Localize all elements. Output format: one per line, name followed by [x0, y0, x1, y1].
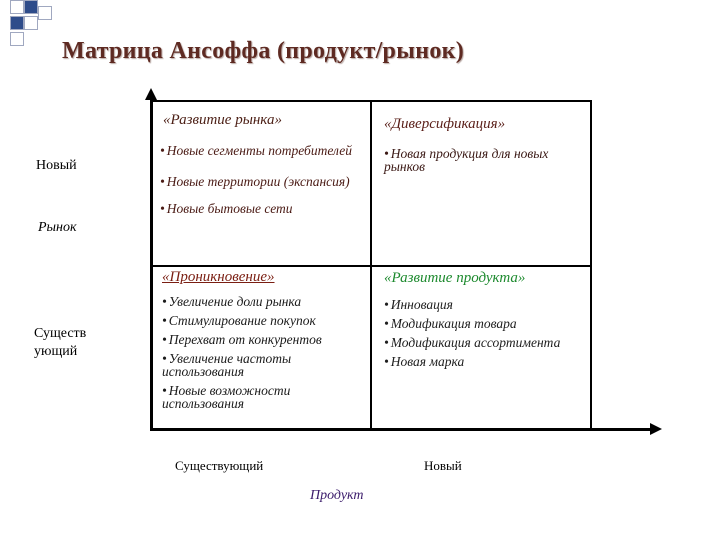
market-axis-arrow [145, 88, 157, 100]
grid-horizontal-divider [152, 265, 592, 267]
product-axis-line [150, 428, 650, 431]
corner-decoration [0, 0, 60, 50]
list-item: • Новые бытовые сети [160, 202, 365, 215]
market-new-label: Новый [36, 158, 77, 173]
penetration-title: «Проникновение» [162, 269, 275, 285]
list-item: • Модификация ассортимента [384, 336, 589, 349]
list-item: • Инновация [384, 298, 589, 311]
market-development-title: «Развитие рынка» [163, 112, 282, 128]
diversification-title: «Диверсификация» [384, 116, 506, 132]
diversification-list [384, 147, 589, 179]
product-axis-arrow [650, 423, 662, 435]
list-item: • Новая марка [384, 355, 589, 368]
list-item: • Перехват от конкурентов [162, 333, 362, 346]
list-item: • Новые сегменты потребителей [160, 144, 365, 157]
list-item: • Новые возможности использования [162, 384, 362, 410]
list-item: • Стимулирование покупок [162, 314, 362, 327]
market-axis-line [150, 96, 153, 430]
list-item: • Модификация товара [384, 317, 589, 330]
product-development-title: «Развитие продукта» [384, 270, 526, 286]
market-axis-label: Рынок [38, 220, 77, 235]
list-item: • Увеличение частоты использования [162, 352, 362, 378]
market-existing-label: Существ ующий [34, 326, 87, 359]
product-new-label: Новый [424, 458, 462, 473]
list-item: • Новая продукция для новых рынков [384, 147, 589, 173]
list-item: • Увеличение доли рынка [162, 295, 362, 308]
list-item: • Новые территории (экспансия) [160, 175, 365, 188]
page-title: Матрица Ансоффа (продукт/рынок) [62, 38, 465, 64]
penetration-list [162, 295, 362, 416]
grid-top-line [152, 100, 592, 102]
product-development-list [384, 298, 589, 374]
market-development-list [160, 144, 365, 221]
product-axis-label: Продукт [310, 488, 364, 503]
product-existing-label: Существующий [175, 458, 264, 473]
